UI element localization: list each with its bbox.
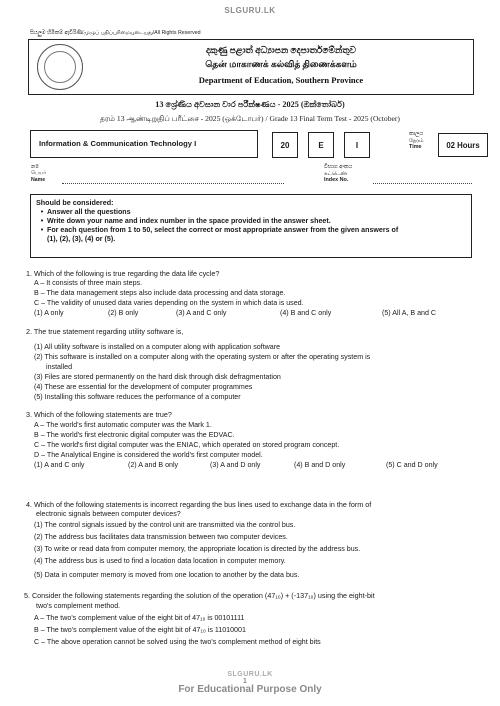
- q2-option-2[interactable]: (2) This software is installed on a computer along with the operating system or after the operating system is: [34, 353, 371, 361]
- q2-option-1[interactable]: (1) All utility software is installed on a computer along with application software: [34, 343, 281, 351]
- question-5-stem-cont: two's complement method.: [36, 602, 121, 610]
- question-5-stem: 5. Consider the following statements regarding the solution of the operation (47₁₀) + (-137₁₀) using the eight-bit: [24, 591, 375, 600]
- q1-option-1[interactable]: (1) A only: [34, 309, 64, 317]
- instruction-item-cont: (1), (2), (3), (4) or (5).: [47, 235, 116, 243]
- q5-statement-c: C – The above operation cannot be solved using the two's complement method of eight bits: [34, 638, 321, 646]
- watermark-bottom: SLGURU.LK: [227, 671, 273, 678]
- q4-option-4[interactable]: (4) The address bus is used to find a location data location in computer memory.: [34, 557, 286, 565]
- q1-option-5[interactable]: (5) All A, B and C: [382, 309, 437, 317]
- dept-tamil: தென் மாகாணக் கல்வித் திணைக்களம்: [205, 59, 357, 69]
- time-label: කාලය நேரம் Time: [409, 131, 424, 151]
- header-box: [28, 39, 474, 95]
- instruction-item: • Answer all the questions: [40, 208, 131, 216]
- q1-option-3[interactable]: (3) A and C only: [176, 309, 227, 317]
- index-field: [373, 183, 472, 184]
- q3-statement-c: C – The world's first digital computer was the ENIAC, which operated on stored program concept.: [34, 441, 340, 449]
- q4-option-5[interactable]: (5) Data in computer memory is moved from one location to another by the data bus.: [34, 571, 300, 579]
- question-4-stem-cont: electronic signals between computer devices?: [36, 510, 181, 518]
- instructions-box: [30, 194, 472, 258]
- instructions-title: Should be considered:: [36, 198, 114, 207]
- q3-statement-d: D – The Analytical Engine is considered the world's first computer model.: [34, 451, 263, 459]
- q5-statement-a: A – The two's complement value of the eight bit of 47₁₀ is 00101111: [34, 614, 245, 622]
- dept-sinhala: දකුණු පළාත් අධ්‍යාපන දෙපාර්තමේන්තුව: [205, 45, 357, 55]
- dept-english: Department of Education, Southern Province: [198, 75, 364, 85]
- q1-option-2[interactable]: (2) B only: [108, 309, 139, 317]
- q5-statement-b: B – The two's complement value of the eight bit of 47₁₀ is 11010001: [34, 626, 246, 634]
- q3-option-2[interactable]: (2) A and B only: [128, 461, 179, 469]
- exam-title-tamil-english: தரம் 13 ஆண்டிறுதிப் பரீட்சை - 2025 (ஒக்டோபர்) / Grade 13 Final Term Test - 2025 (October): [100, 114, 400, 123]
- q4-option-3[interactable]: (3) To write or read data from computer memory, the appropriate location is directed by the address bus.: [34, 545, 361, 553]
- q3-option-4[interactable]: (4) B and D only: [294, 461, 346, 469]
- q1-statement-a: A – It consists of three main steps.: [34, 279, 143, 287]
- subject-name: Information & Communication Technology I: [39, 139, 197, 148]
- index-label: විභාග අංකය சுட்டெண் Index No.: [324, 164, 353, 184]
- medium-code-box: E: [308, 132, 334, 158]
- question-3-stem: 3. Which of the following statements are true?: [26, 410, 172, 419]
- q2-option-4[interactable]: (4) These are essential for the development of computer programmes: [34, 383, 253, 391]
- page-number: 1: [243, 678, 247, 685]
- q3-option-5[interactable]: (5) C and D only: [386, 461, 438, 469]
- name-field: [62, 183, 284, 184]
- question-1-stem: 1. Which of the following is true regarding the data life cycle?: [26, 269, 220, 278]
- q2-option-5[interactable]: (5) Installing this software reduces the performance of a computer: [34, 393, 241, 401]
- duration-box: 02 Hours: [438, 133, 488, 157]
- instruction-item: • Write down your name and index number in the space provided in the answer sheet.: [40, 217, 331, 225]
- q4-option-2[interactable]: (2) The address bus facilitates data transmission between two computer devices.: [34, 533, 288, 541]
- exam-title-sinhala: 13 ශ්‍රේණිය අවසාන වාර පරීක්ෂණය - 2025 (ඔක්තෝබර්): [155, 100, 345, 109]
- q3-option-3[interactable]: (3) A and D only: [210, 461, 261, 469]
- question-2-stem: 2. The true statement regarding utility software is,: [26, 327, 184, 336]
- paper-code-box: I: [344, 132, 370, 158]
- q2-option-2-cont: installed: [46, 363, 73, 371]
- footer-note: For Educational Purpose Only: [178, 684, 322, 695]
- q1-statement-b: B – The data management steps also include data processing and data storage.: [34, 289, 286, 297]
- instruction-item: • For each question from 1 to 50, select the correct or most appropriate answer from the given answers of: [40, 226, 399, 234]
- q3-statement-a: A – The world's first automatic computer was the Mark 1.: [34, 421, 212, 429]
- q1-statement-c: C – The validity of unused data varies depending on the system in which data is used.: [34, 299, 304, 307]
- q4-option-1[interactable]: (1) The control signals issued by the control unit are transmitted via the control bus.: [34, 521, 296, 529]
- q3-option-1[interactable]: (1) A and C only: [34, 461, 85, 469]
- name-label: නම பெயர் Name: [31, 164, 47, 183]
- subject-code-box: 20: [272, 132, 298, 158]
- watermark-top: SLGURU.LK: [224, 6, 276, 15]
- q1-option-4[interactable]: (4) B and C only: [280, 309, 332, 317]
- q3-statement-b: B – The world's first electronic digital computer was the EDVAC.: [34, 431, 235, 439]
- crest-icon: [37, 44, 83, 90]
- exam-page: [24, 30, 480, 680]
- rights-line: සියලුම හිමිකම් ඇවිරිණි/முழுப் பதிப்புரிமையுடையது/All Rights Reserved: [30, 30, 201, 36]
- subject-box: [30, 130, 258, 158]
- q2-option-3[interactable]: (3) Files are stored permanently on the hard disk through disk defragmentation: [34, 373, 281, 381]
- question-4-stem: 4. Which of the following statements is incorrect regarding the bus lines used to exchange data in the form of: [26, 500, 372, 509]
